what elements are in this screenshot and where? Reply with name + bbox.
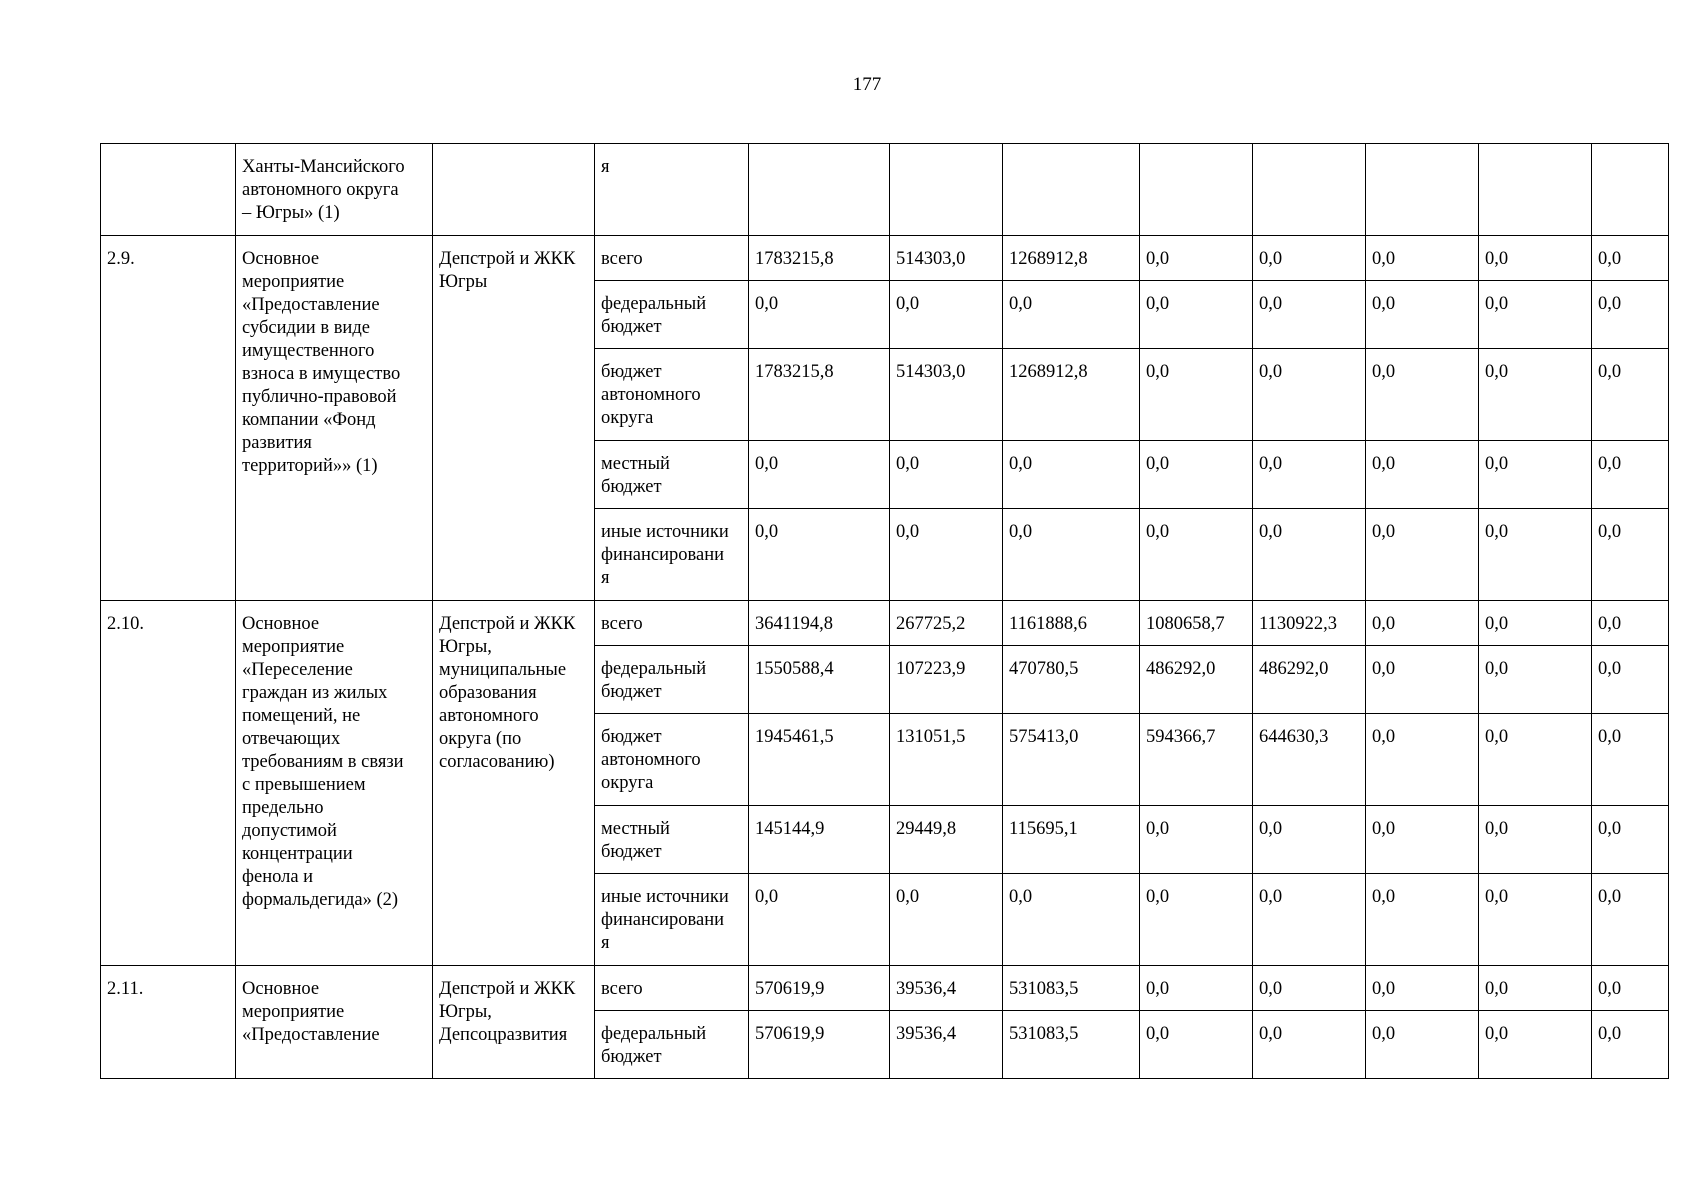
value-cell: 0,0 (749, 281, 890, 349)
value-cell: 0,0 (1592, 714, 1669, 806)
value-cell: 531083,5 (1003, 1011, 1140, 1079)
value-cell: 0,0 (1140, 874, 1253, 966)
value-cell: 514303,0 (890, 236, 1003, 281)
value-cell: 0,0 (1592, 236, 1669, 281)
executor-cell (433, 144, 595, 236)
value-cell: 0,0 (1366, 236, 1479, 281)
value-cell (890, 144, 1003, 236)
value-cell: 3641194,8 (749, 601, 890, 646)
value-cell: 0,0 (1253, 966, 1366, 1011)
value-cell: 644630,3 (1253, 714, 1366, 806)
value-cell: 0,0 (890, 874, 1003, 966)
value-cell: 0,0 (890, 509, 1003, 601)
value-cell: 0,0 (1479, 966, 1592, 1011)
table-row-continuation (101, 144, 1669, 236)
value-cell: 0,0 (1140, 806, 1253, 874)
activity-code-cell: 2.9. (101, 236, 236, 601)
value-cell: 0,0 (1479, 601, 1592, 646)
value-cell: 29449,8 (890, 806, 1003, 874)
value-cell: 0,0 (1366, 349, 1479, 441)
value-cell: 131051,5 (890, 714, 1003, 806)
value-cell: 0,0 (1140, 1011, 1253, 1079)
table-row (101, 966, 1669, 1011)
funding-source-cell: бюджет автономного округа (595, 714, 749, 806)
funding-source-cell: местный бюджет (595, 806, 749, 874)
value-cell: 0,0 (1253, 441, 1366, 509)
value-cell: 0,0 (1003, 874, 1140, 966)
value-cell: 0,0 (1253, 236, 1366, 281)
value-cell: 0,0 (1592, 806, 1669, 874)
value-cell: 0,0 (890, 441, 1003, 509)
activity-name-cell: Основное мероприятие «Предоставление субсидии в виде имущественного взноса в имущество публично-правовой компании «Фонд развития территорий»» (1) (236, 236, 433, 601)
value-cell (1366, 144, 1479, 236)
value-cell: 0,0 (1253, 349, 1366, 441)
value-cell: 1783215,8 (749, 349, 890, 441)
value-cell: 0,0 (1479, 646, 1592, 714)
value-cell: 0,0 (1479, 281, 1592, 349)
value-cell: 0,0 (1479, 349, 1592, 441)
value-cell: 1080658,7 (1140, 601, 1253, 646)
value-cell: 0,0 (1479, 509, 1592, 601)
funding-source-cell: я (595, 144, 749, 236)
value-cell (1140, 144, 1253, 236)
value-cell: 0,0 (749, 874, 890, 966)
page-number: 177 (852, 74, 882, 95)
value-cell: 115695,1 (1003, 806, 1140, 874)
value-cell: 0,0 (1592, 966, 1669, 1011)
value-cell: 1268912,8 (1003, 236, 1140, 281)
value-cell: 0,0 (1479, 806, 1592, 874)
value-cell: 0,0 (1366, 714, 1479, 806)
value-cell (1479, 144, 1592, 236)
table-row (101, 236, 1669, 281)
code-cell (101, 144, 236, 236)
value-cell: 0,0 (749, 441, 890, 509)
value-cell: 0,0 (1592, 349, 1669, 441)
value-cell: 0,0 (1253, 281, 1366, 349)
value-cell: 0,0 (1366, 1011, 1479, 1079)
value-cell: 107223,9 (890, 646, 1003, 714)
value-cell: 470780,5 (1003, 646, 1140, 714)
value-cell: 1161888,6 (1003, 601, 1140, 646)
value-cell (1253, 144, 1366, 236)
value-cell: 0,0 (1479, 236, 1592, 281)
value-cell: 570619,9 (749, 1011, 890, 1079)
value-cell: 0,0 (1592, 281, 1669, 349)
value-cell: 0,0 (1003, 509, 1140, 601)
value-cell (749, 144, 890, 236)
value-cell: 0,0 (1140, 349, 1253, 441)
value-cell: 1783215,8 (749, 236, 890, 281)
value-cell: 531083,5 (1003, 966, 1140, 1011)
value-cell (1592, 144, 1669, 236)
funding-source-cell: иные источники финансировани я (595, 509, 749, 601)
executor-cell: Депстрой и ЖКК Югры, Депсоцразвития (433, 966, 595, 1079)
funding-source-cell: иные источники финансировани я (595, 874, 749, 966)
value-cell: 0,0 (1003, 441, 1140, 509)
value-cell: 0,0 (1140, 441, 1253, 509)
value-cell: 0,0 (890, 281, 1003, 349)
value-cell: 0,0 (1253, 1011, 1366, 1079)
funding-source-cell: всего (595, 966, 749, 1011)
executor-cell: Депстрой и ЖКК Югры (433, 236, 595, 601)
funding-source-cell: всего (595, 601, 749, 646)
value-cell: 0,0 (1366, 874, 1479, 966)
value-cell: 0,0 (1592, 874, 1669, 966)
value-cell: 1945461,5 (749, 714, 890, 806)
value-cell: 145144,9 (749, 806, 890, 874)
funding-source-cell: федеральный бюджет (595, 1011, 749, 1079)
value-cell: 1268912,8 (1003, 349, 1140, 441)
value-cell: 486292,0 (1253, 646, 1366, 714)
value-cell: 0,0 (1592, 601, 1669, 646)
value-cell: 39536,4 (890, 1011, 1003, 1079)
value-cell: 0,0 (1366, 509, 1479, 601)
value-cell: 0,0 (1479, 441, 1592, 509)
value-cell: 0,0 (1253, 806, 1366, 874)
value-cell: 0,0 (1366, 646, 1479, 714)
activity-code-cell: 2.11. (101, 966, 236, 1079)
value-cell: 0,0 (1479, 874, 1592, 966)
activity-name-cell: Ханты-Мансийского автономного округа – Югры» (1) (236, 144, 433, 236)
value-cell: 0,0 (1592, 646, 1669, 714)
budget-table (100, 143, 1669, 1079)
value-cell: 594366,7 (1140, 714, 1253, 806)
table-row (101, 601, 1669, 646)
value-cell: 0,0 (1253, 509, 1366, 601)
value-cell: 0,0 (1366, 601, 1479, 646)
funding-source-cell: федеральный бюджет (595, 646, 749, 714)
value-cell: 1550588,4 (749, 646, 890, 714)
value-cell: 0,0 (749, 509, 890, 601)
value-cell: 0,0 (1366, 281, 1479, 349)
activity-name-cell: Основное мероприятие «Предоставление (236, 966, 433, 1079)
value-cell: 0,0 (1592, 509, 1669, 601)
value-cell: 0,0 (1140, 966, 1253, 1011)
value-cell: 0,0 (1140, 236, 1253, 281)
value-cell: 0,0 (1140, 281, 1253, 349)
value-cell: 0,0 (1592, 441, 1669, 509)
value-cell: 570619,9 (749, 966, 890, 1011)
value-cell: 0,0 (1140, 509, 1253, 601)
value-cell: 514303,0 (890, 349, 1003, 441)
funding-source-cell: бюджет автономного округа (595, 349, 749, 441)
value-cell: 0,0 (1592, 1011, 1669, 1079)
value-cell: 0,0 (1366, 806, 1479, 874)
value-cell: 486292,0 (1140, 646, 1253, 714)
value-cell: 0,0 (1479, 1011, 1592, 1079)
funding-source-cell: местный бюджет (595, 441, 749, 509)
value-cell: 575413,0 (1003, 714, 1140, 806)
value-cell (1003, 144, 1140, 236)
funding-source-cell: федеральный бюджет (595, 281, 749, 349)
executor-cell: Депстрой и ЖКК Югры, муниципальные образования автономного округа (по согласованию) (433, 601, 595, 966)
value-cell: 39536,4 (890, 966, 1003, 1011)
value-cell: 0,0 (1003, 281, 1140, 349)
value-cell: 1130922,3 (1253, 601, 1366, 646)
value-cell: 0,0 (1366, 441, 1479, 509)
value-cell: 267725,2 (890, 601, 1003, 646)
value-cell: 0,0 (1479, 714, 1592, 806)
value-cell: 0,0 (1253, 874, 1366, 966)
activity-code-cell: 2.10. (101, 601, 236, 966)
activity-name-cell: Основное мероприятие «Переселение граждан из жилых помещений, не отвечающих требованиям в связи с превышением предельно допустимой концентрации фенола и формальдегида» (2) (236, 601, 433, 966)
value-cell: 0,0 (1366, 966, 1479, 1011)
funding-source-cell: всего (595, 236, 749, 281)
